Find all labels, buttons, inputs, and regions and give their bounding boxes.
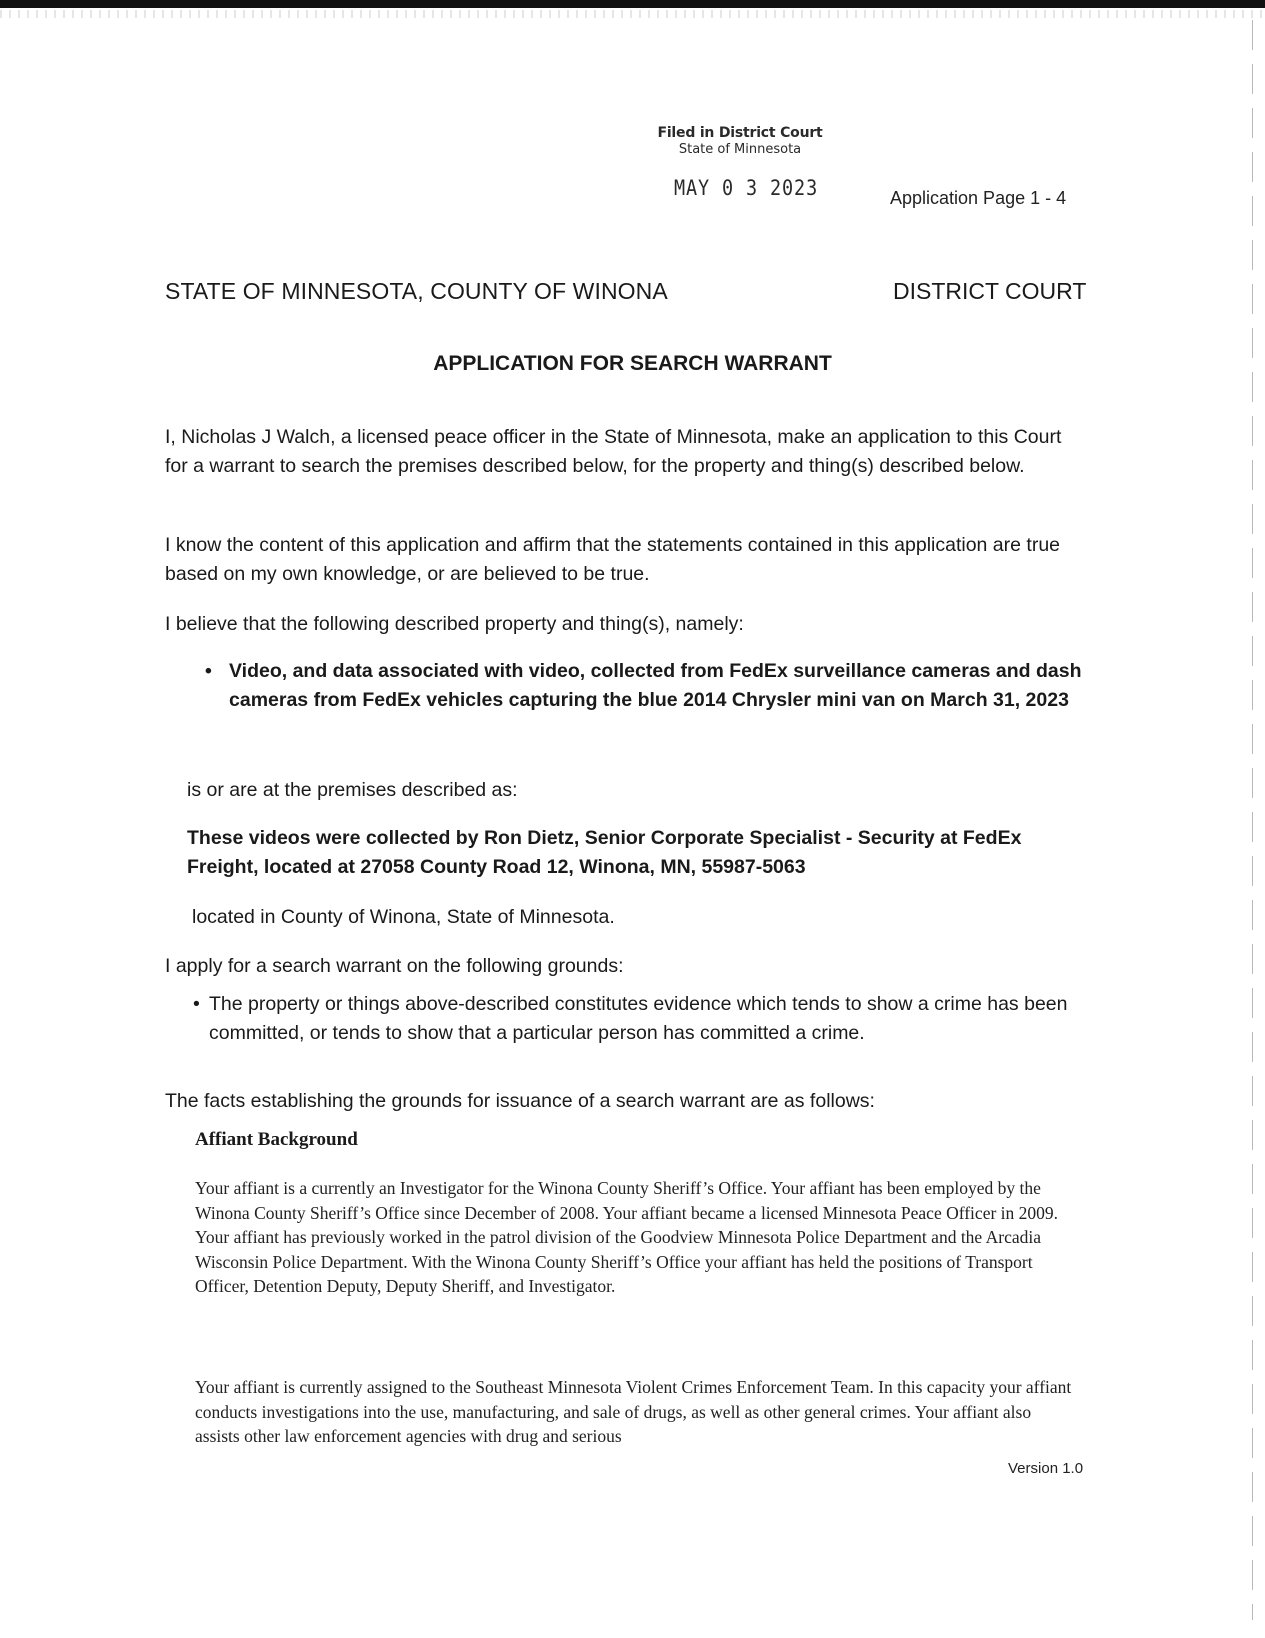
- grounds-list: [193, 990, 1083, 1048]
- form-version: Version 1.0: [1008, 1460, 1084, 1477]
- grounds-intro: I apply for a search warrant on the following grounds:: [165, 955, 624, 977]
- stamp-date: MAY 0 3 2023: [674, 176, 819, 200]
- stamp-filed-text: Filed in District Court: [657, 125, 823, 141]
- believe-paragraph: I believe that the following described property and thing(s), namely:: [165, 613, 744, 635]
- bullet-icon: •: [193, 993, 200, 1015]
- affiant-paragraph-1: Your affiant is a currently an Investigator for the Winona County Sheriff’s Office. Your affiant has been employed by the Winona County Sheriff’s Office since December of 2008. Your affiant became a licensed Minnesota Peace Officer in 2009. Your affiant has previously worked in the patrol division of the Goodview Minnesota Police Department and the Arcadia Wisconsin Police Department. With the Winona County Sheriff’s Office your affiant has held the positions of Transport Officer, Detention Deputy, Deputy Sheriff, and Investigator.: [195, 1178, 1059, 1296]
- affiant-background-heading: Affiant Background: [195, 1129, 358, 1150]
- affirm-paragraph: I know the content of this application and affirm that the statements contained in this application are true based on my own knowledge, or are believed to be true.: [165, 534, 1061, 585]
- premises-intro: is or are at the premises described as:: [187, 779, 518, 801]
- bullet-icon: •: [205, 660, 212, 682]
- grounds-description: The property or things above-described constitutes evidence which tends to show a crime has been committed, or tends to show that a particular person has committed a crime.: [209, 993, 1068, 1044]
- scan-edge-right: [1252, 20, 1253, 1620]
- property-description: Video, and data associated with video, collected from FedEx surveillance cameras and dash cameras from FedEx vehicles capturing the blue 2014 Chrysler mini van on March 31, 2023: [229, 660, 1082, 711]
- case-caption-venue: STATE OF MINNESOTA, COUNTY OF WINONA: [165, 278, 668, 304]
- intro-paragraph: I, Nicholas J Walch, a licensed peace officer in the State of Minnesota, make an application to this Court for a warrant to search the premises described below, for the property and thing(s) described below.: [165, 426, 1062, 477]
- document-title: APPLICATION FOR SEARCH WARRANT: [433, 352, 832, 375]
- facts-intro: The facts establishing the grounds for issuance of a search warrant are as follows:: [165, 1090, 875, 1112]
- affiant-paragraph-2: Your affiant is currently assigned to the Southeast Minnesota Violent Crimes Enforcement Team. In this capacity your affiant conducts investigations into the use, manufacturing, and sale of drugs, as well as other general crimes. Your affiant also assists other law enforcement agencies with drug and serious: [195, 1377, 1072, 1446]
- property-list: [205, 657, 1085, 715]
- premises-location: located in County of Winona, State of Minnesota.: [192, 906, 615, 928]
- scan-edge-top: [0, 0, 1265, 8]
- scan-noise-top: [0, 10, 1265, 18]
- application-page-number: Application Page 1 - 4: [890, 188, 1067, 208]
- filed-stamp: [640, 125, 840, 158]
- stamp-state-text: State of Minnesota: [678, 142, 802, 157]
- list-item: [205, 657, 1085, 715]
- case-caption-court: DISTRICT COURT: [893, 278, 1087, 304]
- premises-description: These videos were collected by Ron Dietz, Senior Corporate Specialist - Security at FedEx Freight, located at 27058 County Road 12, Winona, MN, 55987-5063: [187, 827, 1022, 878]
- list-item: [193, 990, 1083, 1048]
